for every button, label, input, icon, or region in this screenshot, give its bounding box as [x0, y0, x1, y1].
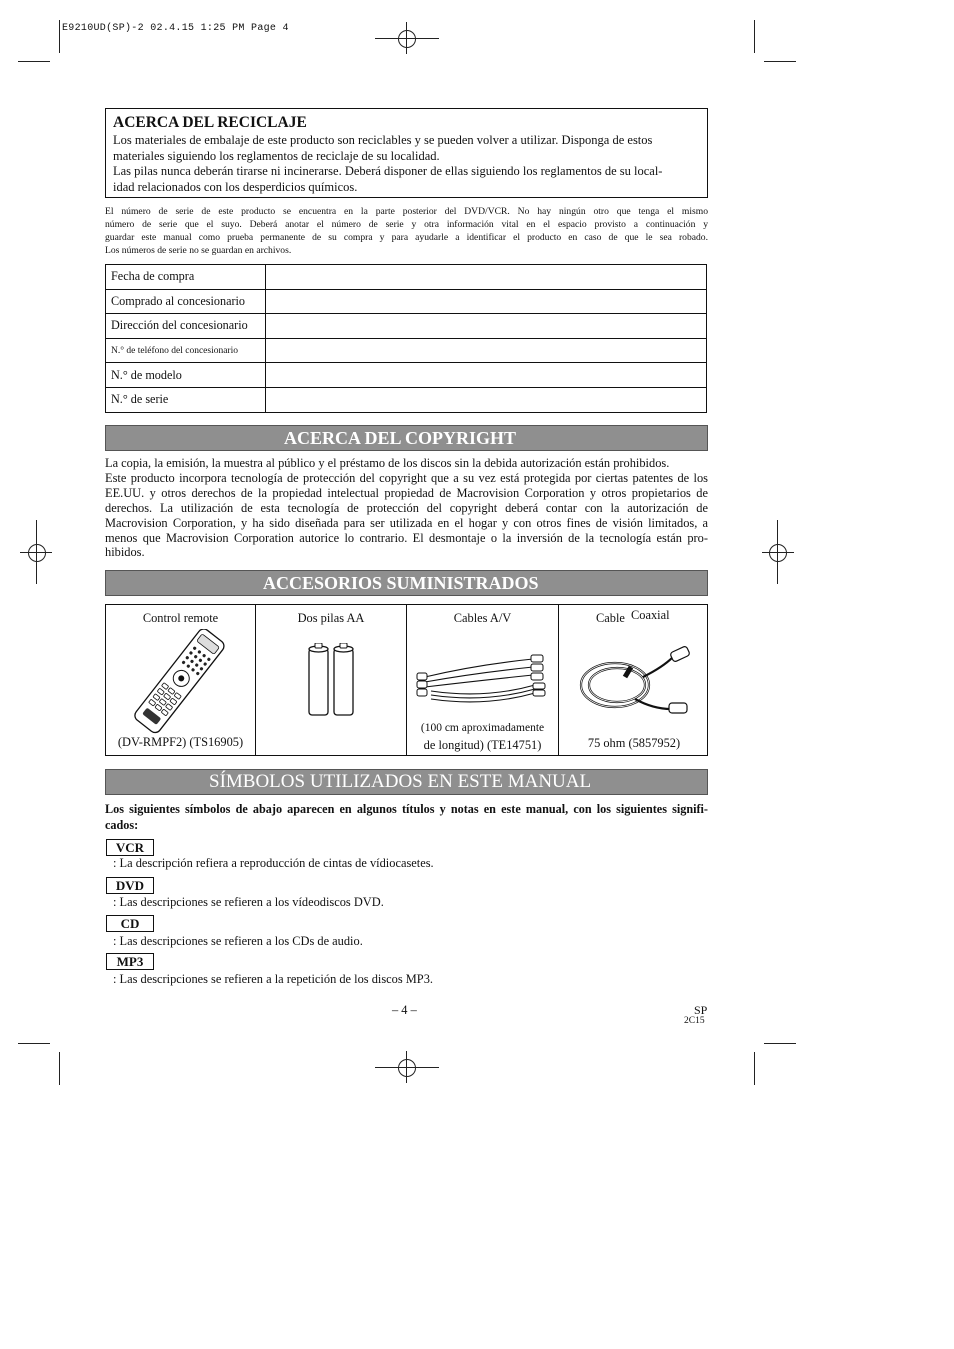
accessory-remote [106, 605, 256, 755]
copyright-line: hibidos. [105, 545, 145, 559]
accessory-name-suffix: Coaxial [631, 608, 670, 622]
dvd-badge: DVD [106, 877, 154, 894]
table-row [106, 387, 707, 412]
symbols-intro-line: cados: [105, 818, 139, 832]
dealer-address-field[interactable] [266, 314, 707, 339]
cd-description: : Las descripciones se refieren a los CDs de audio. [113, 934, 363, 948]
serial-note-line: El número de serie de este producto se encuentra en la parte posterior del DVD/VCR. No hay ningún otro que tenga el mismo [105, 206, 708, 217]
purchase-date-label: Fecha de compra [106, 265, 266, 290]
accessories-title: ACCESORIOS SUMINISTRADOS [263, 573, 539, 593]
mp3-description: : Las descripciones se refieren a la repetición de los discos MP3. [113, 972, 433, 986]
copyright-line: derechos. La utilización de esta tecnología de protección del copyright deberá contar con la autorización de [105, 501, 708, 515]
copyright-line: Este producto incorpora tecnología de protección del copyright que a su vez está protegida por ciertas patentes de los [105, 471, 708, 485]
recycling-text-line: Los materiales de embalaje de este producto son reciclables y se pueden volver a utilizar. Disponga de estos [113, 133, 653, 147]
table-row [106, 338, 707, 363]
coaxial-cable-icon [573, 637, 697, 727]
dealer-phone-field[interactable] [266, 338, 707, 363]
table-row [106, 314, 707, 339]
recycling-title: ACERCA DEL RECICLAJE [113, 114, 307, 131]
dealer-label: Comprado al concesionario [106, 289, 266, 314]
symbols-heading [105, 769, 708, 795]
accessories-grid [105, 604, 708, 756]
accessory-detail: (DV-RMPF2) (TS16905) [117, 735, 244, 749]
serial-note-line: guardar este manual como prueba permanente de su compra y para ayudarle a identificar el producto en caso de que le sea robado. [105, 232, 708, 243]
aa-batteries-icon [306, 643, 358, 719]
dealer-phone-label: N.° de teléfono del concesionario [106, 338, 266, 363]
model-number-field[interactable] [266, 363, 707, 388]
av-cables-icon [415, 651, 553, 707]
accessory-av-cables [407, 605, 559, 755]
copyright-line: EE.UU. y otros derechos de la propiedad intelectual propiedad de Macrovision Corporation y otros propietarios de [105, 486, 708, 500]
accessory-name: Cable [596, 611, 625, 625]
recycling-text-line: idad relacionados con los desperdicios químicos. [113, 180, 358, 194]
dealer-address-label: Dirección del concesionario [106, 314, 266, 339]
accessory-detail: (100 cm aproximadamente [420, 722, 545, 734]
vcr-description: : La descripción refiera a reproducción de cintas de vídiocasetes. [113, 856, 434, 870]
copyright-line: menos que Macrovision Corporation autorice lo contrario. El desmontaje o la inversión de la tecnología están pro- [105, 531, 708, 545]
accessory-detail: 75 ohm (5857952) [587, 736, 681, 750]
purchase-record-table [105, 264, 707, 413]
document-code: 2C15 [684, 1016, 705, 1026]
language-code: SP [694, 1003, 708, 1017]
serial-number-label: N.° de serie [106, 387, 266, 412]
recycling-box [105, 108, 708, 198]
cd-badge: CD [106, 915, 154, 932]
accessory-batteries [256, 605, 407, 755]
serial-number-field[interactable] [266, 387, 707, 412]
dvd-description: : Las descripciones se refieren a los vídeodiscos DVD. [113, 895, 384, 909]
accessories-heading [105, 570, 708, 596]
page-number: – 4 – [392, 1003, 417, 1017]
accessory-name: Cables A/V [453, 611, 512, 625]
vcr-badge: VCR [106, 839, 154, 856]
accessory-detail: de longitud) (TE14751) [423, 738, 542, 752]
copyright-title: ACERCA DEL COPYRIGHT [284, 428, 517, 448]
accessory-coaxial-cable [559, 605, 709, 755]
recycling-text-line: Las pilas nunca deberán tirarse ni incinerarse. Deberá disponer de ellas siguiendo los reglamentos de su local- [113, 164, 663, 178]
symbols-title: SÍMBOLOS UTILIZADOS EN ESTE MANUAL [209, 771, 592, 792]
copyright-line: Macrovision Corporation, y ha sido diseñada para ser utilizada en el hogar y con otros fines de visión limitados, a [105, 516, 708, 530]
remote-control-icon [126, 629, 236, 735]
table-row [106, 265, 707, 290]
copyright-line: La copia, la emisión, la muestra al público y el préstamo de los discos sin la debida autorización están prohibidos. [105, 456, 670, 470]
copyright-heading [105, 425, 708, 451]
dealer-field[interactable] [266, 289, 707, 314]
recycling-text-line: materiales siguiendo los reglamentos de reciclaje de su localidad. [113, 149, 440, 163]
purchase-date-field[interactable] [266, 265, 707, 290]
serial-note-line: Los números de serie no se guardan en archivos. [105, 245, 292, 256]
table-row [106, 289, 707, 314]
model-number-label: N.° de modelo [106, 363, 266, 388]
symbols-intro-line: Los siguientes símbolos de abajo aparecen en algunos títulos y notas en este manual, con los siguientes signifi- [105, 802, 708, 816]
accessory-name: Dos pilas AA [297, 611, 365, 625]
mp3-badge: MP3 [106, 953, 154, 970]
serial-note-line: número de serie que el suyo. Deberá anotar el número de serie y otra información vital en el espacio provisto a continuación y [105, 219, 708, 230]
table-row [106, 363, 707, 388]
accessory-name: Control remote [142, 611, 219, 625]
print-header: E9210UD(SP)-2 02.4.15 1:25 PM Page 4 [62, 23, 289, 34]
